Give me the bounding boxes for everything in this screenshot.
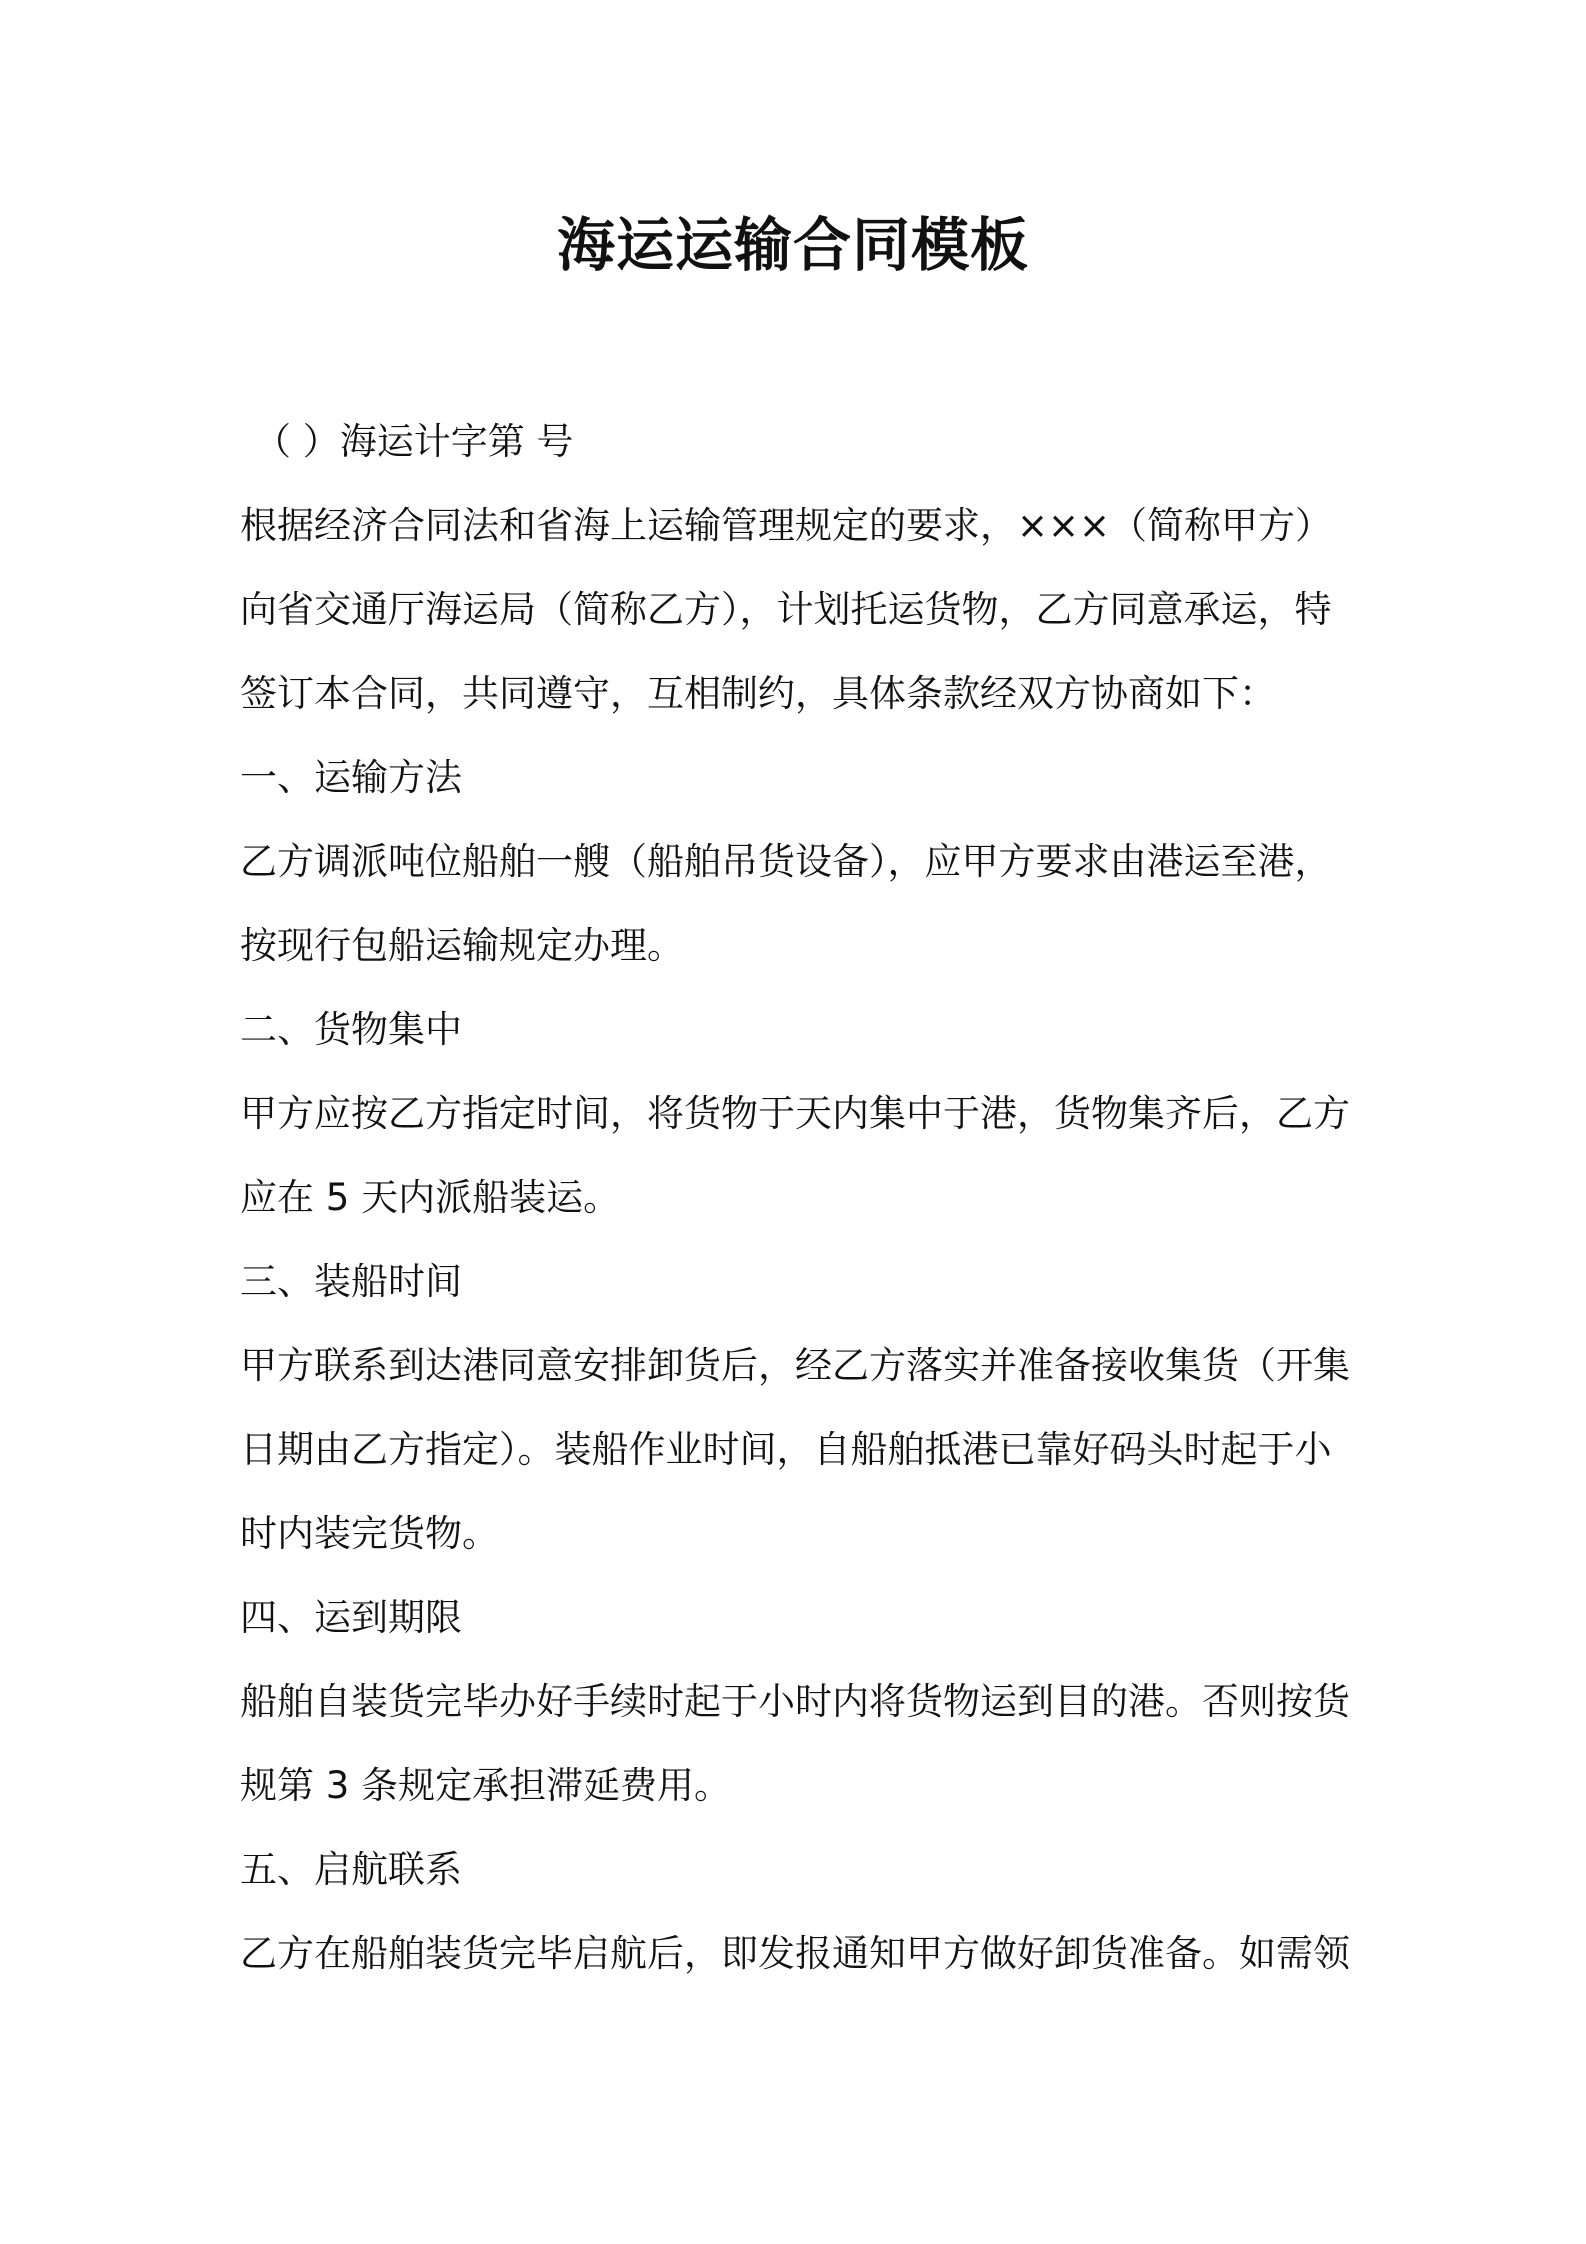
section-heading-loading-time: 三、装船时间 (240, 1260, 462, 1303)
document-body (240, 400, 1350, 1996)
section-text-cargo-collection-line-2: 应在 5 天内派船装运。 (240, 1176, 621, 1219)
section-text-loading-time-line-2: 日期由乙方指定）。装船作业时间，自船舶抵港已靠好码头时起于小 (240, 1428, 1332, 1471)
section-text-delivery-deadline-line-1: 船舶自装货完毕办好手续时起于小时内将货物运到目的港。否则按货 (240, 1680, 1350, 1723)
section-heading-cargo-collection: 二、货物集中 (240, 1008, 462, 1051)
section-text-transport-method-line-2: 按现行包船运输规定办理。 (240, 924, 684, 967)
contract-number-line: （ ）海运计字第 号 (254, 420, 574, 463)
intro-paragraph-line-2: 向省交通厅海运局（简称乙方），计划托运货物，乙方同意承运，特 (240, 588, 1332, 631)
section-text-departure-contact-line-1: 乙方在船舶装货完毕启航后，即发报通知甲方做好卸货准备。如需领 (240, 1932, 1350, 1975)
section-text-loading-time-line-3: 时内装完货物。 (240, 1512, 499, 1555)
intro-paragraph-line-1: 根据经济合同法和省海上运输管理规定的要求，×××（简称甲方） (240, 504, 1333, 547)
section-text-cargo-collection-line-1: 甲方应按乙方指定时间，将货物于天内集中于港，货物集齐后，乙方 (240, 1092, 1350, 1135)
section-heading-departure-contact: 五、启航联系 (240, 1848, 462, 1891)
document-title: 海运运输合同模板 (556, 211, 1029, 279)
section-heading-transport-method: 一、运输方法 (240, 756, 462, 799)
section-text-delivery-deadline-line-2: 规第 3 条规定承担滞延费用。 (240, 1764, 732, 1807)
section-text-loading-time-line-1: 甲方联系到达港同意安排卸货后，经乙方落实并准备接收集货（开集 (240, 1344, 1350, 1387)
section-heading-delivery-deadline: 四、运到期限 (240, 1596, 462, 1639)
section-text-transport-method-line-1: 乙方调派吨位船舶一艘（船舶吊货设备），应甲方要求由港运至港， (240, 840, 1332, 883)
intro-paragraph-line-3: 签订本合同，共同遵守，互相制约，具体条款经双方协商如下： (240, 672, 1276, 715)
